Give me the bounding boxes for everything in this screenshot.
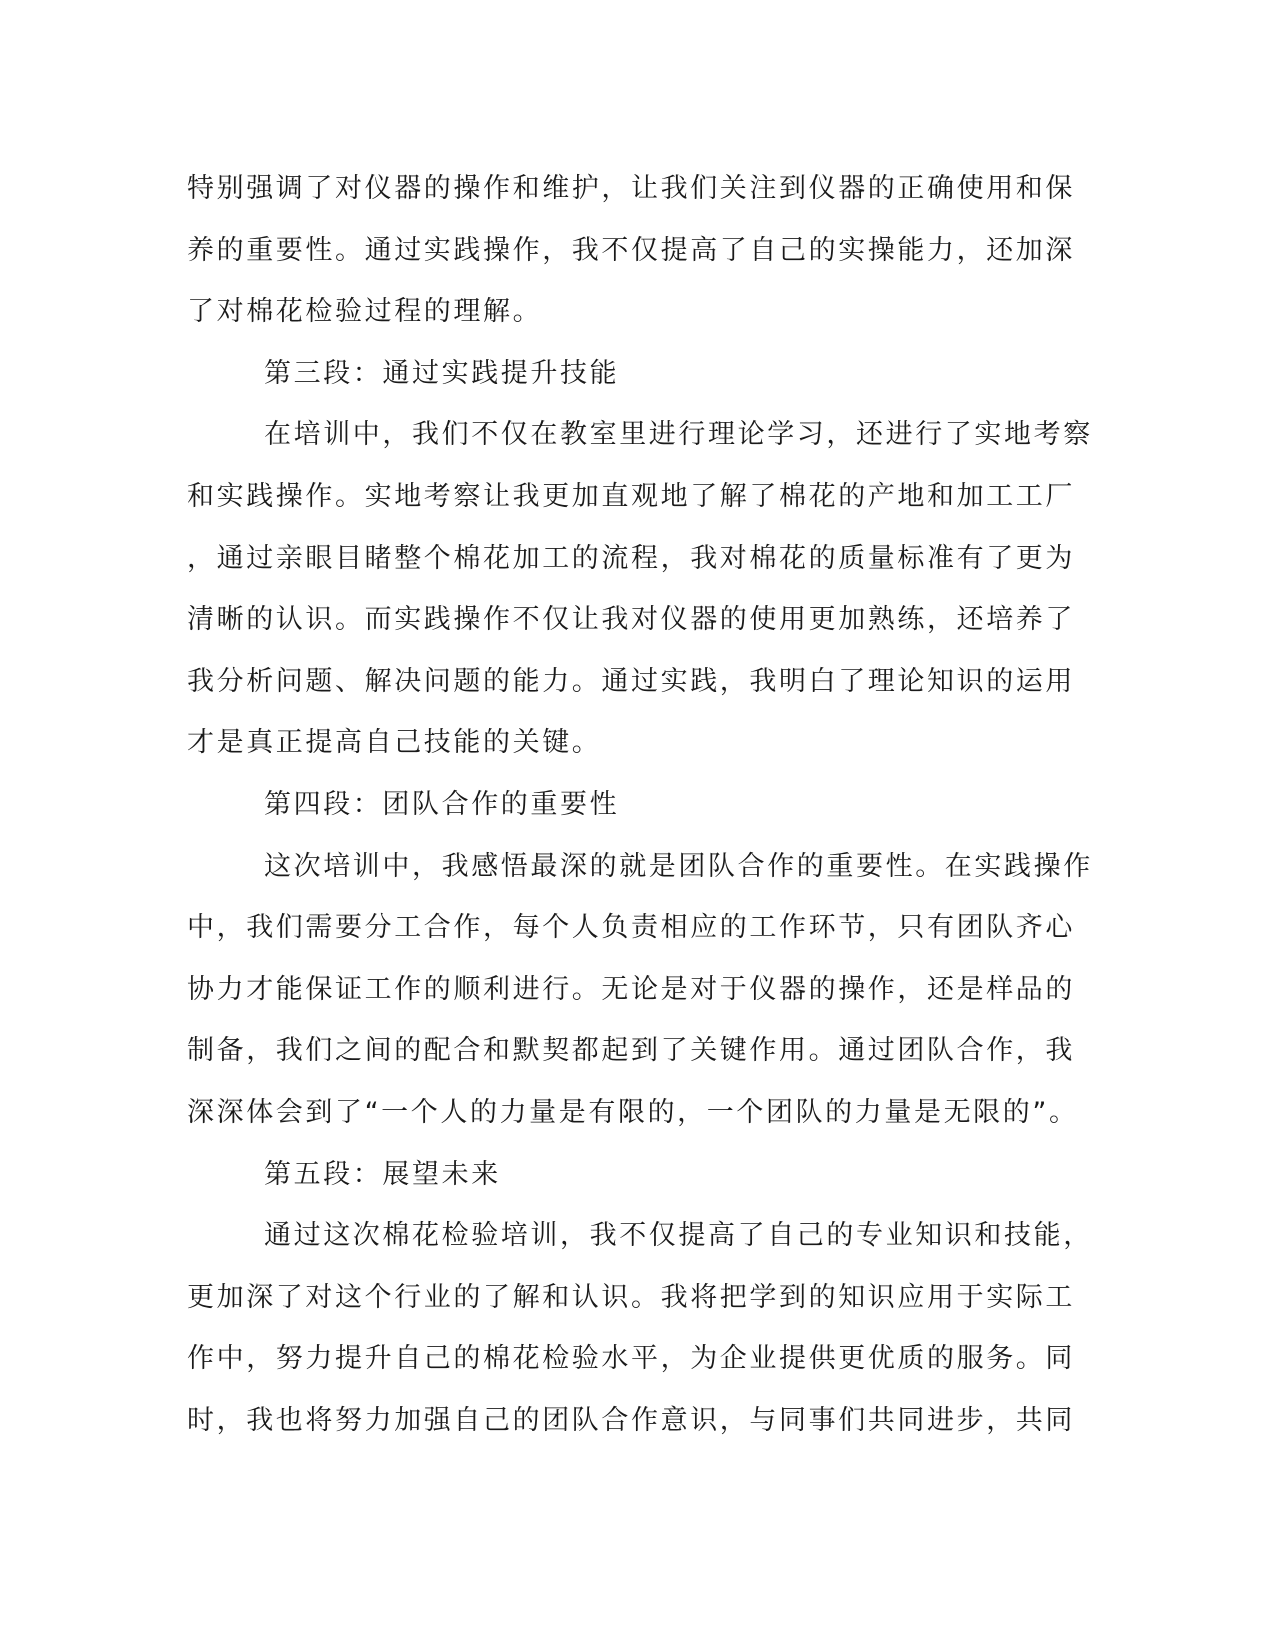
section-heading-4: 第四段：团队合作的重要性 (264, 788, 620, 820)
text-line: 养的重要性。通过实践操作，我不仅提高了自己的实操能力，还加深 (187, 234, 1075, 266)
text-line: 协力才能保证工作的顺利进行。无论是对于仪器的操作，还是样品的 (187, 973, 1075, 1005)
body-text (187, 158, 1093, 1451)
text-line: 中，我们需要分工合作，每个人负责相应的工作环节，只有团队齐心 (187, 912, 1075, 944)
text-line: 这次培训中，我感悟最深的就是团队合作的重要性。在实践操作 (264, 850, 1093, 882)
section-heading-3: 第三段：通过实践提升技能 (264, 357, 620, 389)
text-line: 我分析问题、解决问题的能力。通过实践，我明白了理论知识的运用 (187, 665, 1075, 697)
text-line: 时，我也将努力加强自己的团队合作意识，与同事们共同进步，共同 (187, 1404, 1075, 1436)
text-line: 清晰的认识。而实践操作不仅让我对仪器的使用更加熟练，还培养了 (187, 604, 1075, 636)
text-line: 和实践操作。实地考察让我更加直观地了解了棉花的产地和加工工厂 (187, 480, 1075, 512)
text-line: 制备，我们之间的配合和默契都起到了关键作用。通过团队合作，我 (187, 1035, 1075, 1067)
text-line: 更加深了对这个行业的了解和认识。我将把学到的知识应用于实际工 (187, 1281, 1075, 1313)
text-line: 深深体会到了“一个人的力量是有限的，一个团队的力量是无限的”。 (187, 1096, 1079, 1128)
section-heading-5: 第五段：展望未来 (264, 1158, 501, 1190)
text-line: ，通过亲眼目睹整个棉花加工的流程，我对棉花的质量标准有了更为 (187, 542, 1075, 574)
text-line: 通过这次棉花检验培训，我不仅提高了自己的专业知识和技能， (264, 1220, 1093, 1252)
text-line: 才是真正提高自己技能的关键。 (187, 727, 602, 759)
text-line: 特别强调了对仪器的操作和维护，让我们关注到仪器的正确使用和保 (187, 173, 1075, 204)
text-line: 了对棉花检验过程的理解。 (187, 296, 543, 328)
text-line: 作中，努力提升自己的棉花检验水平，为企业提供更优质的服务。同 (187, 1343, 1075, 1375)
text-line: 在培训中，我们不仅在教室里进行理论学习，还进行了实地考察 (264, 419, 1093, 451)
